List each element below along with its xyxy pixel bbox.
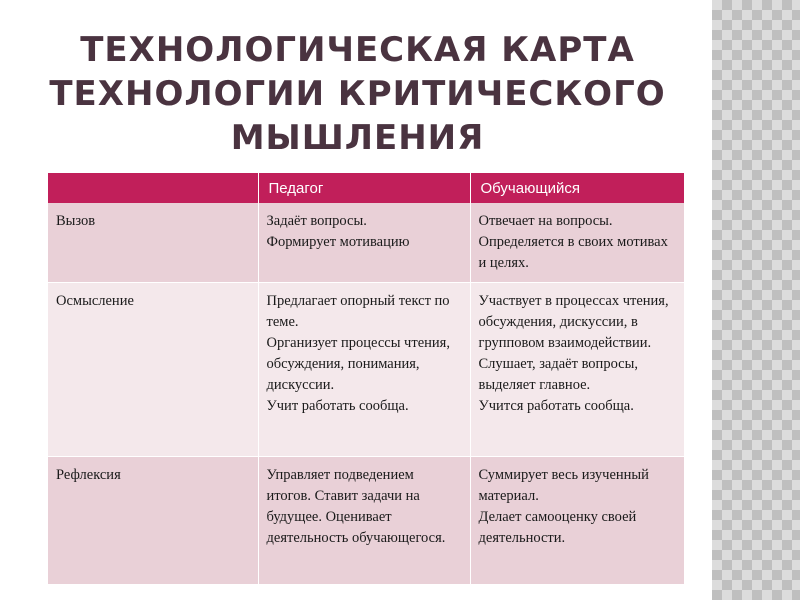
student-cell <box>470 457 684 585</box>
table-row <box>48 457 684 585</box>
teacher-cell <box>258 457 470 585</box>
title-line: МЫШЛЕНИЯ <box>230 118 485 158</box>
technology-map-table <box>48 173 685 585</box>
stage-cell: Осмысление <box>48 283 258 457</box>
table-row <box>48 283 684 457</box>
teacher-cell <box>258 283 470 457</box>
header-stage <box>48 173 258 203</box>
cell-line: Организует процессы чтения, обсуждения, понимания, дискуссии. <box>266 335 450 393</box>
table-row <box>48 203 684 283</box>
stage-cell: Вызов <box>48 203 258 283</box>
header-student: Обучающийся <box>470 173 684 203</box>
cell-line: Делает самооценку своей деятельности. <box>478 509 637 546</box>
title-line: ТЕХНОЛОГИИ КРИТИЧЕСКОГО <box>49 74 666 114</box>
stage-cell: Рефлексия <box>48 457 258 585</box>
cell-line: Учится работать сообща. <box>478 398 634 414</box>
table-header-row <box>48 173 684 203</box>
cell-line: Слушает, задаёт вопросы, выделяет главное. <box>478 356 638 393</box>
cell-line: Определяется в своих мотивах и целях. <box>478 234 668 271</box>
cell-line: Предлагает опорный текст по теме. <box>266 293 450 330</box>
cell-line: Управляет подведением итогов. Ставит задачи на будущее. Оценивает деятельность обучающегося. <box>266 467 446 546</box>
teacher-cell <box>258 203 470 283</box>
cell-line: Задаёт вопросы. <box>266 213 367 229</box>
decorative-pattern <box>712 0 800 600</box>
cell-line: Суммирует весь изученный материал. <box>478 467 649 504</box>
cell-line: Формирует мотивацию <box>266 234 410 250</box>
title-line: ТЕХНОЛОГИЧЕСКАЯ КАРТА <box>80 30 635 70</box>
student-cell <box>470 283 684 457</box>
slide-title <box>30 28 685 160</box>
header-teacher: Педагог <box>258 173 470 203</box>
student-cell <box>470 203 684 283</box>
cell-line: Участвует в процессах чтения, обсуждения, дискуссии, в групповом взаимодействии. <box>478 293 669 351</box>
cell-line: Учит работать сообща. <box>266 398 409 414</box>
cell-line: Отвечает на вопросы. <box>478 213 613 229</box>
